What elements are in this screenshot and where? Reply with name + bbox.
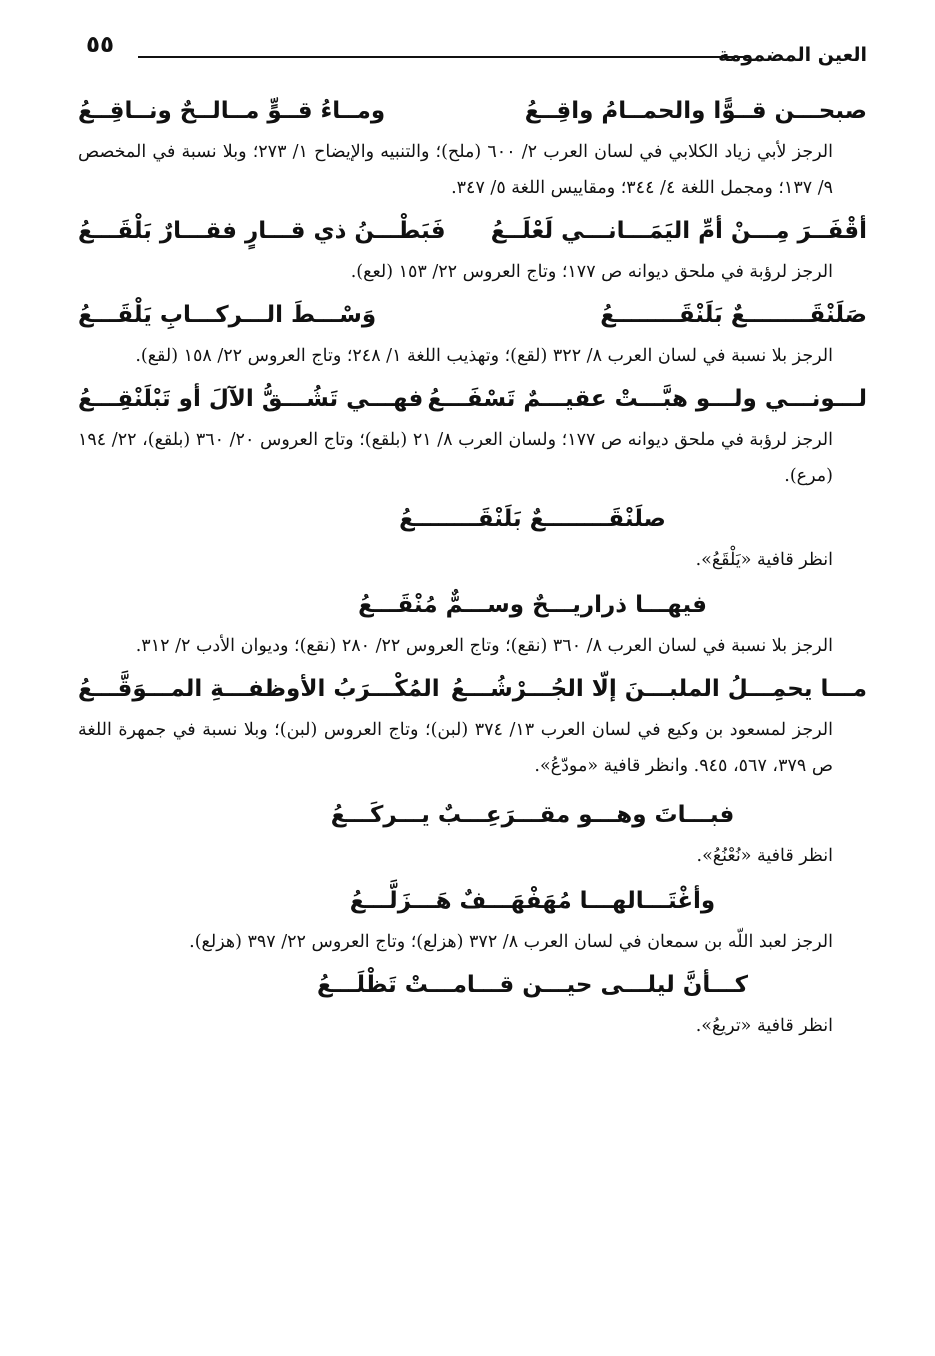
verse-entry	[78, 88, 867, 206]
page-body	[78, 88, 867, 1048]
verse-entry	[78, 666, 867, 784]
verse-line	[78, 292, 867, 338]
citation-note: الرجز بلا نسبة في لسان العرب ٨/ ٣٦٠ (نقع)؛ وتاج العروس ٢٢/ ٢٨٠ (نقع)؛ وديوان الأدب ٢/ ٣١٢.	[135, 636, 833, 656]
verse-hemistich-second: وَسْـــطَ الـــركـــابِ يَلْقَـــعُ	[78, 302, 377, 328]
verse-hemistich-second: المُكْـــرَبُ الأوظفـــةِ المـــوَقَّـــعُ	[78, 676, 440, 702]
cross-reference: انظر قافية «نُعْنُعُ».	[696, 846, 833, 866]
verse-entry	[78, 962, 867, 1044]
verse-line	[78, 878, 867, 924]
verse-hemistich-second: فَبَطْـــنُ ذي قـــارٍ فقـــارٌ بَلْقَـــعُ	[78, 218, 446, 244]
verse-line	[78, 88, 867, 134]
verse-hemistich-single: فيهـــا ذراريـــحٌ وســـمٌّ مُنْقَـــعُ	[358, 592, 707, 618]
verse-hemistich-single: فبـــاتَ وهـــو مقـــرَعِـــبٌ يـــركَـــعُ	[330, 802, 735, 828]
cross-reference: انظر قافية «يَلْقَعُ».	[695, 550, 833, 570]
verse-line	[78, 792, 867, 838]
verse-entry	[78, 582, 867, 664]
citation-note: الرجز لأبي زياد الكلابي في لسان العرب ٢/ ٦٠٠ (ملح)؛ والتنبيه والإيضاح ١/ ٢٧٣؛ وبلا نسبة في المخصص ٩/ ١٣٧؛ ومجمل اللغة ٤/ ٣٤٤؛ ومقاييس اللغة ٥/ ٣٤٧.	[78, 142, 833, 198]
verse-hemistich-first: صبحـــن قــوًّا والحمــامُ واقِــعُ	[524, 98, 867, 124]
citation-note: الرجز لرؤبة في ملحق ديوانه ص ١٧٧؛ ولسان العرب ٨/ ٢١ (بلقع)؛ وتاج العروس ٢٠/ ٣٦٠ (بلقع)، ٢٢/ ١٩٤ (مرع).	[78, 430, 834, 486]
verse-entry	[78, 878, 867, 960]
verse-entry	[78, 292, 867, 374]
verse-hemistich-single: كـــأنَّ ليلـــى حيـــن قـــامـــتْ تَظْلَـــعُ	[317, 972, 748, 998]
verse-hemistich-first: مـــا يحمِـــلُ الملبـــنَ إلّا الجُـــرْشُـــعُ	[450, 676, 867, 702]
citation-note: الرجز لعبد اللّه بن سمعان في لسان العرب ٨/ ٣٧٢ (هزلع)؛ وتاج العروس ٢٢/ ٣٩٧ (هزلع).	[189, 932, 833, 952]
verse-hemistich-first: صَلَنْقَــــــــعٌ بَلَنْقَــــــــعُ	[600, 302, 867, 328]
verse-hemistich-first: أقْفَــرَ مِـــنْ أمِّ اليَمَـــانـــي لَعْلَــعُ	[490, 218, 867, 244]
verse-hemistich-first: لـــونـــي ولـــو هبَّـــتْ عقيـــمٌ تَسْفَـــعُ	[427, 386, 867, 412]
verse-entry	[78, 376, 867, 494]
verse-hemistich-second: فهـــي تَشُـــقُّ الآلَ أو تَبْلَنْقِـــعُ	[78, 386, 424, 412]
verse-hemistich-single: صلَنْقَــــــــعٌ بَلَنْقَــــــــعُ	[399, 506, 666, 532]
verse-entry	[78, 208, 867, 290]
page-number: ٥٥	[86, 32, 115, 58]
verse-entry	[78, 496, 867, 578]
citation-note: الرجز بلا نسبة في لسان العرب ٨/ ٣٢٢ (لقع)؛ وتهذيب اللغة ١/ ٢٤٨؛ وتاج العروس ٢٢/ ١٥٨ (لقع).	[135, 346, 833, 366]
verse-line	[78, 582, 867, 628]
verse-entry	[78, 792, 867, 874]
verse-line	[78, 496, 867, 542]
citation-note: الرجز لمسعود بن وكيع في لسان العرب ١٣/ ٣٧٤ (لبن)؛ وتاج العروس (لبن)؛ وبلا نسبة في جمهرة اللغة ص ٣٧٩، ٥٦٧، ٩٤٥. وانظر قافية «مودّعُ».	[78, 720, 833, 776]
verse-hemistich-single: وأغْتَـــالهـــا مُهَفْهَـــفٌ هَـــزَلَّـــعُ	[349, 888, 716, 914]
verse-line	[78, 208, 867, 254]
verse-line	[78, 962, 867, 1008]
verse-hemistich-second: ومــاءُ قــوٍّ مــالــحٌ ونــاقِــعُ	[78, 98, 386, 124]
page-header	[78, 30, 867, 74]
verse-line	[78, 666, 867, 712]
citation-note: الرجز لرؤبة في ملحق ديوانه ص ١٧٧؛ وتاج العروس ٢٢/ ١٥٣ (لعع).	[350, 262, 833, 282]
cross-reference: انظر قافية «تريعُ».	[695, 1016, 833, 1036]
verse-line	[78, 376, 867, 422]
header-rule	[138, 56, 749, 58]
section-title: العين المضمومة	[718, 44, 867, 66]
